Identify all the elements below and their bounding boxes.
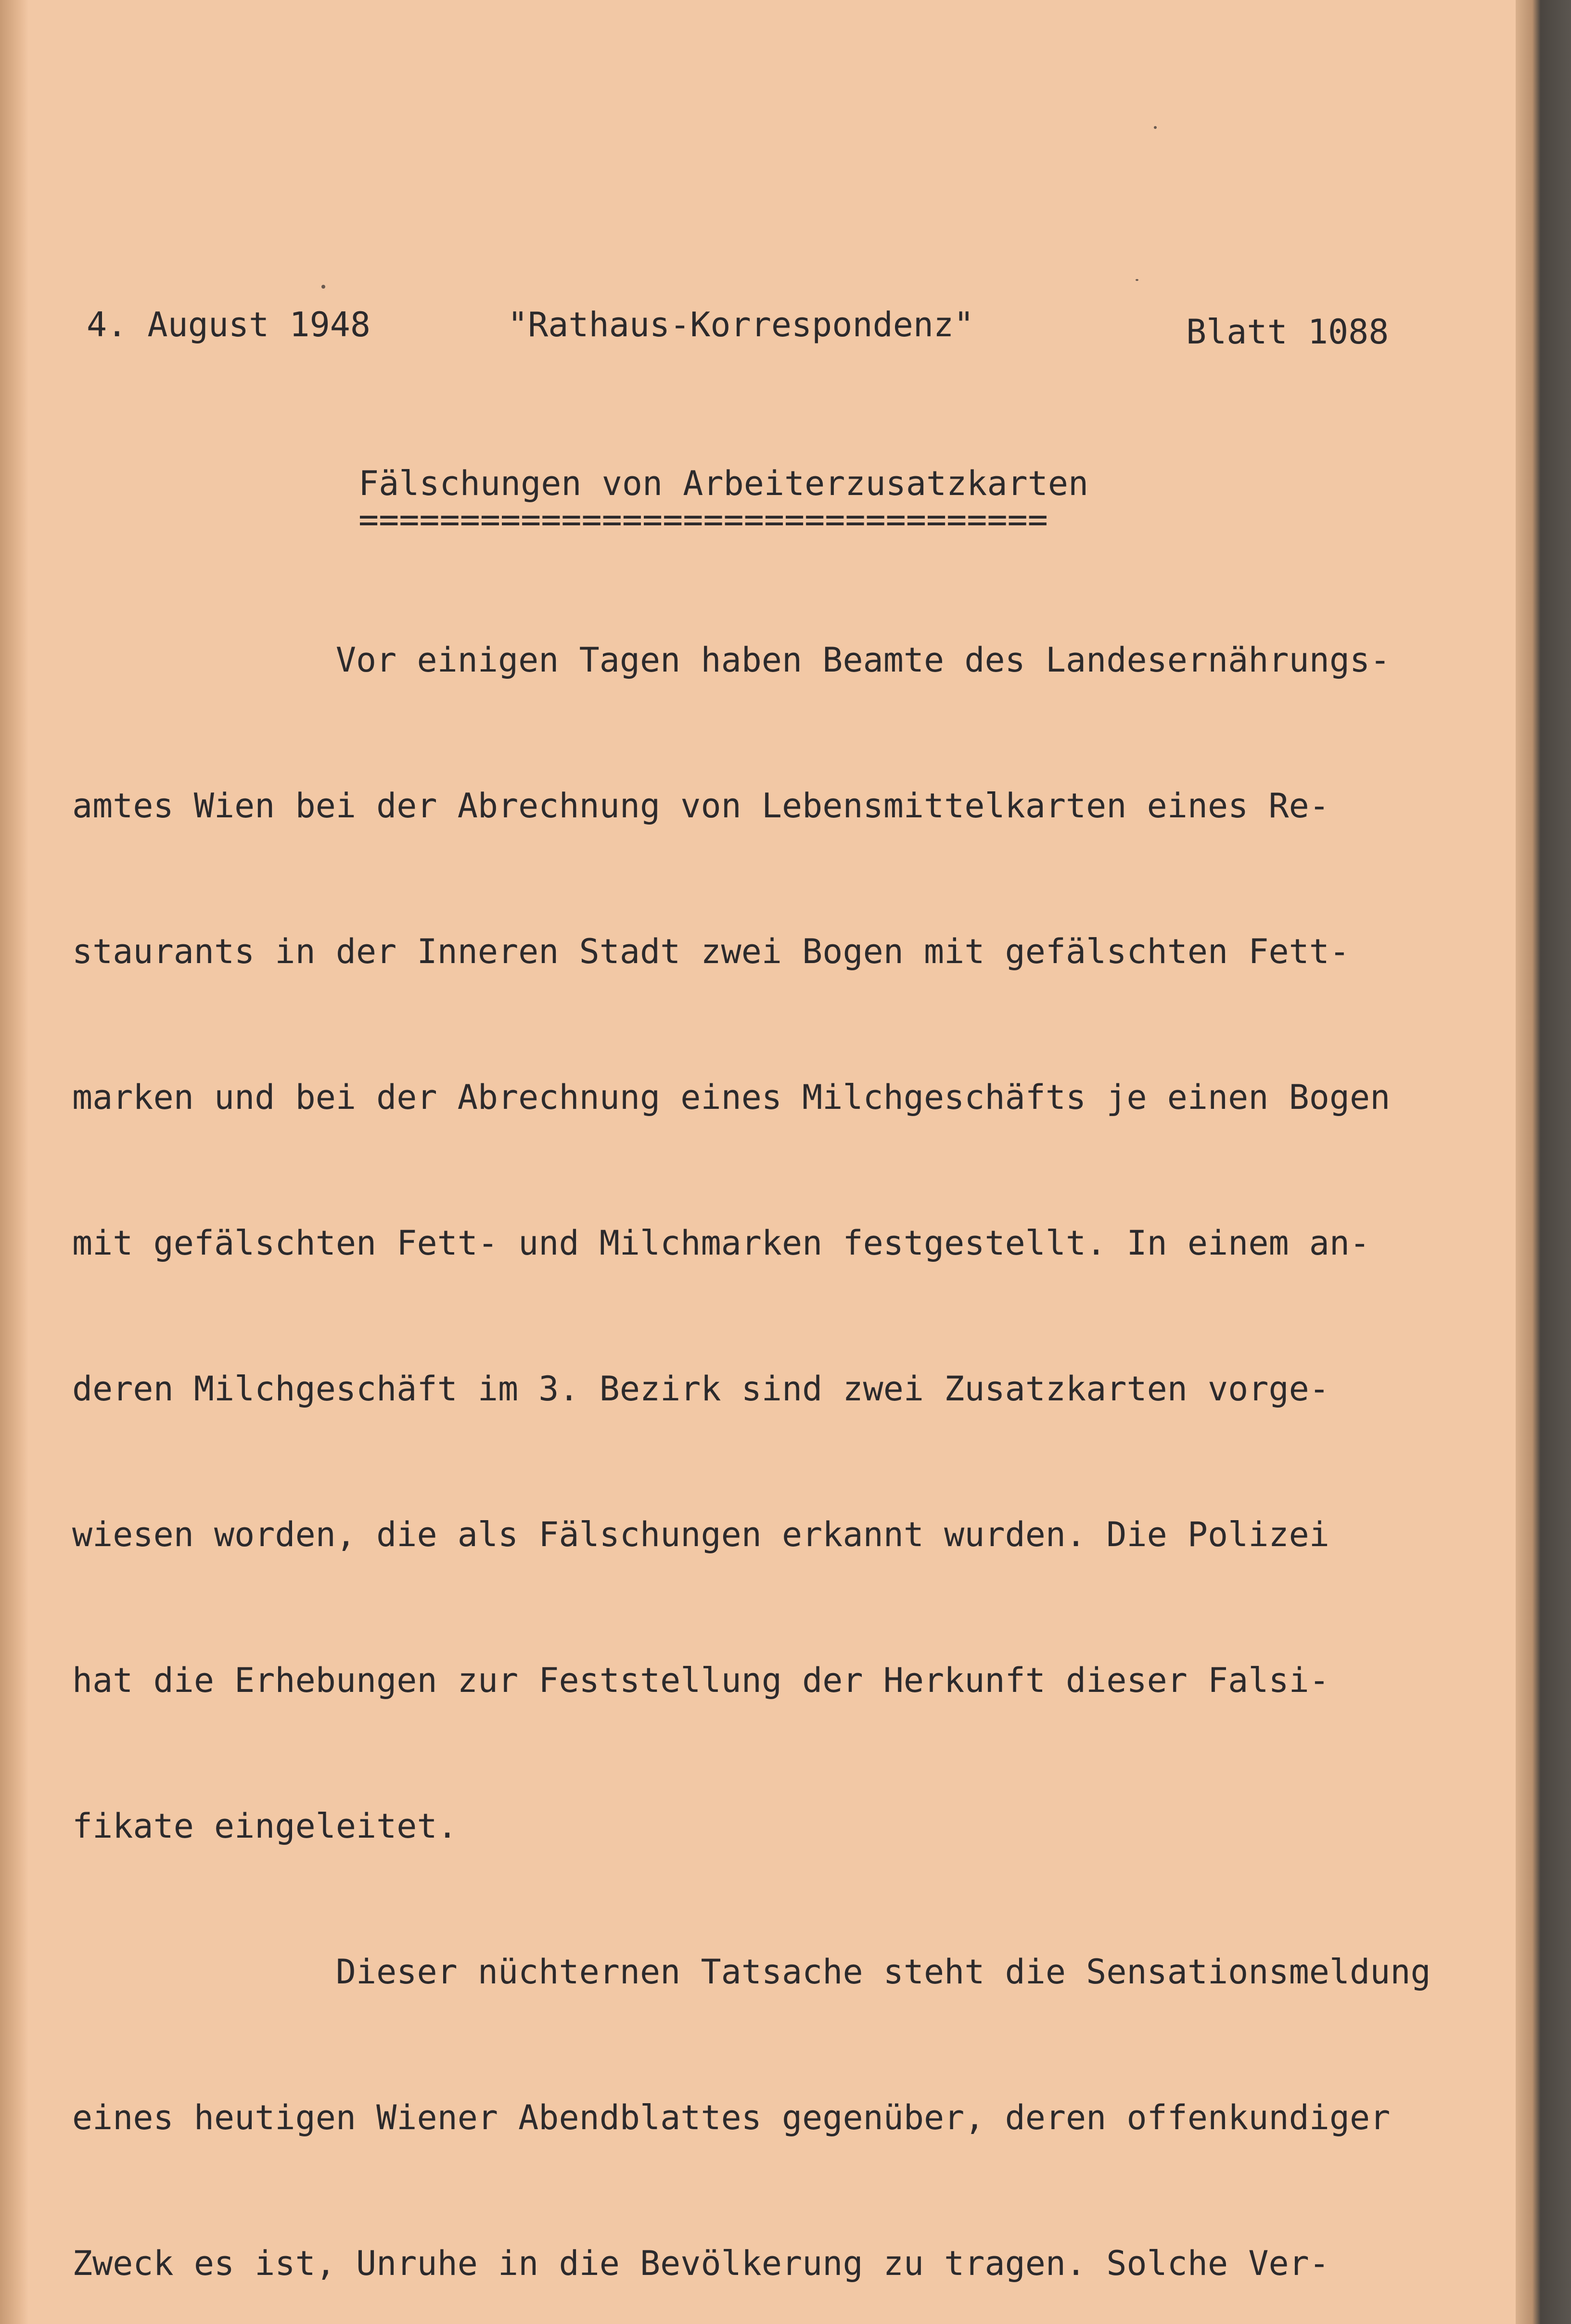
body-line: hat die Erhebungen zur Feststellung der Herkunft dieser Falsi-	[72, 1661, 1329, 1700]
header-publication: "Rathaus-Korrespondenz"	[508, 305, 974, 344]
body-line: Zweck es ist, Unruhe in die Bevölkerung zu tragen. Solche Ver-	[72, 2244, 1329, 2283]
body-line: mit gefälschten Fett- und Milchmarken festgestellt. In einem an-	[72, 1223, 1370, 1263]
body-line: wiesen worden, die als Fälschungen erkannt wurden. Die Polizei	[72, 1515, 1329, 1554]
header-sheet-number: Blatt 1088	[1186, 312, 1389, 352]
speck	[321, 285, 325, 289]
body-line: marken und bei der Abrechnung eines Milchgeschäfts je einen Bogen	[72, 1078, 1391, 1117]
body-line: fikate eingeleitet.	[72, 1806, 458, 1846]
article-title-underline: ==================================	[358, 500, 1048, 539]
page-binding-edge	[0, 0, 29, 2324]
scan-right-edge	[1516, 0, 1571, 2324]
body-line: staurants in der Inneren Stadt zwei Bogen mit gefälschten Fett-	[72, 932, 1350, 971]
body-line: eines heutigen Wiener Abendblattes gegenüber, deren offenkundiger	[72, 2098, 1391, 2137]
body-line: Dieser nüchternen Tatsache steht die Sensationsmeldung	[72, 1952, 1431, 1992]
speck	[1136, 279, 1138, 281]
article-title: Fälschungen von Arbeiterzusatzkarten	[358, 464, 1089, 503]
header-date: 4. August 1948	[87, 305, 371, 344]
speck	[1154, 126, 1157, 129]
body-line: amtes Wien bei der Abrechnung von Lebensmittelkarten eines Re-	[72, 786, 1329, 825]
article-body	[72, 539, 1431, 2324]
body-line: Vor einigen Tagen haben Beamte des Landesernährungs-	[72, 640, 1391, 680]
body-line: deren Milchgeschäft im 3. Bezirk sind zwei Zusatzkarten vorge-	[72, 1369, 1329, 1409]
